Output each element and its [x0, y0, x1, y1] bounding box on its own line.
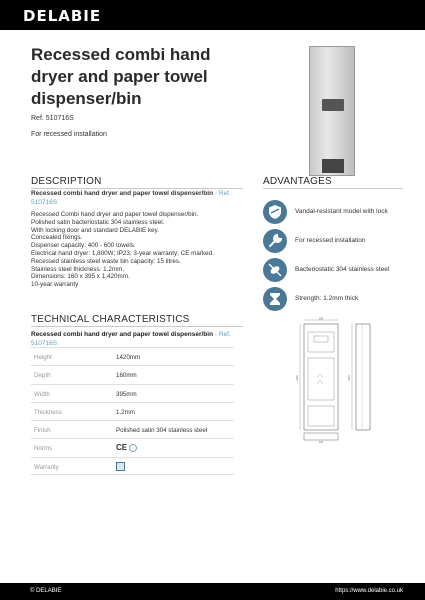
copyright-text: © DELABIE — [30, 588, 62, 594]
spec-label: Finish — [34, 427, 51, 435]
description-subtitle-text: Recessed combi hand dryer and paper towel dispenser/bin — [31, 190, 214, 197]
bacteria-icon — [263, 258, 287, 282]
dryer-opening — [322, 159, 344, 173]
dim-width-bottom: 320 — [318, 441, 324, 444]
certification-icon — [129, 444, 137, 452]
product-image — [309, 46, 355, 176]
technical-heading: TECHNICAL CHARACTERISTICS — [31, 314, 190, 325]
description-line: Electrical hand dryer: 1,800W; IP23; 3-year warranty; CE marked. — [31, 249, 214, 257]
advantages-heading: ADVANTAGES — [263, 176, 332, 187]
hourglass-icon — [263, 287, 287, 311]
spec-value: 160mm — [116, 372, 137, 380]
description-line: 10-year warranty — [31, 281, 79, 289]
dim-height: 1420 — [296, 375, 299, 381]
technical-subtitle — [31, 330, 231, 348]
product-title: Recessed combi hand dryer and paper towel dispenser/bin — [31, 45, 211, 108]
advantage-label: For recessed installation — [295, 237, 366, 244]
description-line: Recessed stainless steel waste bin capacity: 15 litres. — [31, 257, 181, 265]
ce-mark-icon: CE — [116, 443, 128, 453]
advantage-item-strength — [263, 287, 423, 311]
technical-divider — [31, 326, 243, 327]
spec-value: 1420mm — [116, 354, 141, 361]
advantage-label: Strength: 1.2mm thick — [295, 295, 359, 302]
description-line: With locking door and standard DELABIE key. — [31, 226, 159, 234]
spec-value: 1.2mm — [116, 408, 135, 416]
spec-label: Thickness — [34, 408, 62, 416]
advantage-item-bacteriostatic — [263, 258, 423, 282]
page-footer — [0, 583, 425, 600]
description-subtitle-ref: - Ref. 510716S — [31, 190, 231, 206]
product-ref: Ref. 510716S — [31, 115, 74, 122]
description-line: Dispenser capacity: 400 - 600 towels. — [31, 242, 136, 250]
description-body — [31, 211, 241, 289]
delabie-logo: DELABIE — [23, 7, 102, 25]
spec-label: Depth — [34, 372, 51, 380]
description-heading: DESCRIPTION — [31, 176, 102, 187]
spec-table — [31, 347, 234, 475]
website-link[interactable]: https://www.delabie.co.uk — [335, 588, 403, 594]
spec-row-norms — [31, 438, 234, 456]
dim-depth-side: 1375 — [348, 375, 351, 381]
spec-row-warranty — [31, 457, 234, 475]
description-line: Stainless steel thickness: 1.2mm. — [31, 265, 125, 273]
dim-width-top: 395 — [318, 317, 324, 321]
spec-row-width — [31, 384, 234, 402]
spec-label: Height — [34, 354, 52, 361]
advantage-item-recessed — [263, 229, 423, 253]
spec-row-thickness — [31, 402, 234, 420]
spec-label: Warranty — [34, 463, 59, 471]
description-line: Polished satin bacteriostatic 304 stainless steel. — [31, 218, 165, 226]
spec-row-finish — [31, 420, 234, 438]
advantage-label: Bacteriostatic 304 stainless steel — [295, 266, 390, 273]
installation-note: For recessed installation — [31, 131, 107, 138]
wrench-icon — [263, 229, 287, 253]
spec-value: 395mm — [116, 390, 137, 398]
spec-value: Polished satin 304 stainless steel — [116, 427, 208, 435]
description-line: Dimensions: 160 x 395 x 1,420mm. — [31, 273, 130, 281]
technical-subtitle-ref: - Ref. 510716S — [31, 331, 231, 347]
description-line: Recessed Combi hand dryer and paper towel dispenser/bin. — [31, 211, 199, 218]
technical-subtitle-text: Recessed combi hand dryer and paper towel dispenser/bin — [31, 331, 214, 338]
towel-slot — [322, 99, 344, 111]
page-header — [0, 0, 425, 30]
description-line: Concealed fixings. — [31, 234, 83, 242]
spec-row-height — [31, 347, 234, 365]
spec-label: Width — [34, 390, 50, 398]
advantages-divider — [263, 188, 403, 189]
advantage-item-vandal — [263, 200, 423, 224]
technical-drawing — [296, 317, 390, 444]
spec-label: Norms — [34, 445, 53, 453]
description-subtitle — [31, 189, 241, 207]
spec-row-depth — [31, 365, 234, 383]
warranty-icon — [116, 462, 125, 471]
advantage-label: Vandal-resistant model with lock — [295, 208, 388, 215]
shield-icon — [263, 200, 287, 224]
